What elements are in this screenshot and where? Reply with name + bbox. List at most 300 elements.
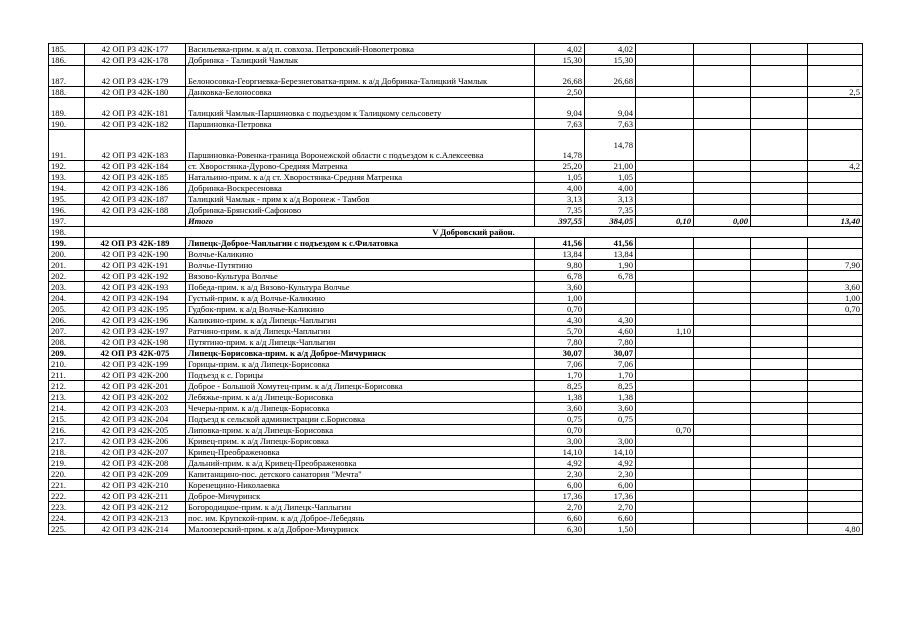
length-col4-cell	[694, 194, 751, 205]
total-length-cell: 8,25	[535, 381, 585, 392]
length-col2-cell: 1,70	[585, 370, 636, 381]
total-length-cell: 4,30	[535, 315, 585, 326]
row-number-cell: 201.	[49, 260, 85, 271]
row-number-cell: 208.	[49, 337, 85, 348]
road-name-cell: Белоносовка-Георгиевка-Березнеговатка-прим. к а/д Добринка-Талицкий Чамлык	[186, 66, 535, 87]
length-col2-cell: 2,70	[585, 502, 636, 513]
length-col4-cell	[694, 282, 751, 293]
row-number-cell: 190.	[49, 119, 85, 130]
table-row	[49, 98, 863, 119]
length-col3-cell	[636, 392, 694, 403]
road-name-cell: Ратчино-прим. к а/д Липецк-Чаплыгин	[186, 326, 535, 337]
length-col4-cell	[694, 436, 751, 447]
road-name-cell: Кривец-Преображеновка	[186, 447, 535, 458]
length-col5-cell	[808, 513, 863, 524]
road-code-cell: 42 ОП РЗ 42К-201	[85, 381, 186, 392]
length-col2-cell: 14,78	[585, 130, 636, 161]
length-col3-cell	[636, 282, 694, 293]
total-length-cell: 4,00	[535, 183, 585, 194]
total-length-cell: 0,70	[535, 425, 585, 436]
road-name-cell: Путятино-прим. к а/д Липецк-Чаплыгин	[186, 337, 535, 348]
road-code-cell: 42 ОП РЗ 42К-204	[85, 414, 186, 425]
table-row	[49, 491, 863, 502]
road-name-cell: Волчье-Путятино	[186, 260, 535, 271]
length-col4-cell	[694, 502, 751, 513]
length-col3-cell	[636, 381, 694, 392]
road-name-cell: пос. им. Крупской-прим. к а/д Доброе-Лебедянь	[186, 513, 535, 524]
length-col5-cell	[808, 271, 863, 282]
row-number-cell: 185.	[49, 44, 85, 55]
table-row	[49, 44, 863, 55]
table-row	[49, 282, 863, 293]
blank-cell	[751, 469, 808, 480]
length-col5-cell: 1,00	[808, 293, 863, 304]
length-col5-cell	[808, 238, 863, 249]
blank-cell	[751, 425, 808, 436]
road-name-cell: Талицкий Чамлык-Паршиновка с подъездом к Талицкому сельсовету	[186, 98, 535, 119]
total-length-cell: 0,70	[535, 304, 585, 315]
road-code-cell: 42 ОП РЗ 42К-181	[85, 98, 186, 119]
total-length-cell: 6,00	[535, 480, 585, 491]
road-code-cell: 42 ОП РЗ 42К-178	[85, 55, 186, 66]
length-col2-cell: 30,07	[585, 348, 636, 359]
total-length-cell: 3,60	[535, 403, 585, 414]
blank-cell	[751, 183, 808, 194]
row-number-cell: 221.	[49, 480, 85, 491]
length-col4-cell	[694, 271, 751, 282]
blank-cell	[751, 370, 808, 381]
total-length-cell: 4,02	[535, 44, 585, 55]
road-code-cell: 42 ОП РЗ 42К-195	[85, 304, 186, 315]
table-row	[49, 370, 863, 381]
road-code-cell: 42 ОП РЗ 42К-187	[85, 194, 186, 205]
road-code-cell: 42 ОП РЗ 42К-199	[85, 359, 186, 370]
blank-cell	[751, 161, 808, 172]
row-number-cell: 200.	[49, 249, 85, 260]
length-col5-cell: 2,5	[808, 87, 863, 98]
table-row	[49, 392, 863, 403]
table-row	[49, 425, 863, 436]
length-col2-cell: 41,56	[585, 238, 636, 249]
length-col5-cell	[808, 502, 863, 513]
row-number-cell: 205.	[49, 304, 85, 315]
length-col5-cell	[808, 249, 863, 260]
table-row	[49, 524, 863, 535]
blank-cell	[751, 381, 808, 392]
total-length-cell: 6,30	[535, 524, 585, 535]
length-col3-cell	[636, 403, 694, 414]
length-col2-cell: 4,60	[585, 326, 636, 337]
blank-cell	[751, 44, 808, 55]
road-name-cell: Капитанщино-пос. детского санатория "Мечта"	[186, 469, 535, 480]
row-number-cell: 203.	[49, 282, 85, 293]
road-name-cell: Густый-прим. к а/д Волчье-Каликино	[186, 293, 535, 304]
road-code-cell: 42 ОП РЗ 42К-203	[85, 403, 186, 414]
length-col5-cell	[808, 392, 863, 403]
road-name-cell: Липецк-Доброе-Чаплыгин с подъездом к с.Филатовка	[186, 238, 535, 249]
road-name-cell: Липовка-прим. к а/д Липецк-Борисовка	[186, 425, 535, 436]
table-row	[49, 304, 863, 315]
length-col4-cell	[694, 98, 751, 119]
length-col3-cell	[636, 66, 694, 87]
table-row	[49, 326, 863, 337]
row-number-cell: 214.	[49, 403, 85, 414]
table-row	[49, 480, 863, 491]
total-length-cell: 7,35	[535, 205, 585, 216]
length-col5-cell	[808, 348, 863, 359]
total-length-cell: 7,80	[535, 337, 585, 348]
blank-cell	[751, 436, 808, 447]
table-body	[49, 44, 863, 535]
length-col5-cell: 4,2	[808, 161, 863, 172]
length-col4-cell	[694, 238, 751, 249]
road-code-cell: 42 ОП РЗ 42К-188	[85, 205, 186, 216]
road-name-cell: Лебяжье-прим. к а/д Липецк-Борисовка	[186, 392, 535, 403]
row-number-cell: 206.	[49, 315, 85, 326]
length-col5-cell	[808, 480, 863, 491]
blank-cell	[751, 55, 808, 66]
row-number-cell: 195.	[49, 194, 85, 205]
road-code-cell: 42 ОП РЗ 42К-206	[85, 436, 186, 447]
road-code-cell: 42 ОП РЗ 42К-196	[85, 315, 186, 326]
total-length-cell: 15,30	[535, 55, 585, 66]
blank-cell	[751, 458, 808, 469]
length-col5-cell	[808, 458, 863, 469]
road-code-cell: 42 ОП РЗ 42К-183	[85, 130, 186, 161]
length-col5-cell	[808, 381, 863, 392]
length-col2-cell: 1,50	[585, 524, 636, 535]
length-col3-cell	[636, 249, 694, 260]
road-code-cell: 42 ОП РЗ 42К-212	[85, 502, 186, 513]
road-name-cell: Добринка-Воскресеновка	[186, 183, 535, 194]
length-col5-cell	[808, 194, 863, 205]
length-col4-cell	[694, 447, 751, 458]
total-length-cell: 2,70	[535, 502, 585, 513]
length-col4-cell	[694, 524, 751, 535]
total-length-cell: 7,06	[535, 359, 585, 370]
road-name-cell: Волчье-Каликино	[186, 249, 535, 260]
row-number-cell: 189.	[49, 98, 85, 119]
blank-cell	[751, 502, 808, 513]
row-number-cell: 213.	[49, 392, 85, 403]
row-number-cell: 188.	[49, 87, 85, 98]
table-row	[49, 381, 863, 392]
length-col2-cell	[585, 425, 636, 436]
length-col3-cell	[636, 119, 694, 130]
length-col5-cell: 0,70	[808, 304, 863, 315]
length-col2-cell: 0,75	[585, 414, 636, 425]
length-col4-cell	[694, 491, 751, 502]
blank-cell	[751, 130, 808, 161]
blank-cell	[751, 348, 808, 359]
length-col4-cell	[694, 119, 751, 130]
table-row	[49, 359, 863, 370]
length-col5-cell: 3,60	[808, 282, 863, 293]
length-col2-cell: 384,05	[585, 216, 636, 227]
road-code-cell: 42 ОП РЗ 42К-209	[85, 469, 186, 480]
length-col5-cell	[808, 403, 863, 414]
total-length-cell: 397,55	[535, 216, 585, 227]
length-col2-cell: 7,80	[585, 337, 636, 348]
length-col3-cell	[636, 458, 694, 469]
road-name-cell: Каликино-прим. к а/д Липецк-Чаплыгин	[186, 315, 535, 326]
length-col2-cell: 4,00	[585, 183, 636, 194]
total-length-cell: 25,20	[535, 161, 585, 172]
road-code-cell: 42 ОП РЗ 42К-208	[85, 458, 186, 469]
length-col2-cell: 1,38	[585, 392, 636, 403]
road-name-cell: Гудбок-прим. к а/д Волчье-Каликино	[186, 304, 535, 315]
road-code-cell	[85, 216, 186, 227]
road-name-cell: ст. Хворостянка-Дурово-Средняя Матренка	[186, 161, 535, 172]
length-col4-cell	[694, 304, 751, 315]
table-row	[49, 458, 863, 469]
length-col4-cell	[694, 205, 751, 216]
length-col5-cell	[808, 205, 863, 216]
length-col2-cell: 7,63	[585, 119, 636, 130]
road-name-cell: Победа-прим. к а/д Вязово-Культура Волчье	[186, 282, 535, 293]
roads-table	[48, 43, 863, 535]
length-col2-cell: 1,05	[585, 172, 636, 183]
total-length-cell: 4,92	[535, 458, 585, 469]
total-length-cell: 9,80	[535, 260, 585, 271]
length-col3-cell	[636, 205, 694, 216]
total-length-cell: 6,78	[535, 271, 585, 282]
length-col4-cell	[694, 293, 751, 304]
total-length-cell: 1,00	[535, 293, 585, 304]
length-col2-cell: 1,90	[585, 260, 636, 271]
length-col5-cell	[808, 447, 863, 458]
length-col4-cell	[694, 66, 751, 87]
blank-cell	[751, 271, 808, 282]
row-number-cell: 193.	[49, 172, 85, 183]
table-row	[49, 260, 863, 271]
road-code-cell: 42 ОП РЗ 42К-186	[85, 183, 186, 194]
length-col3-cell	[636, 414, 694, 425]
road-code-cell: 42 ОП РЗ 42К-197	[85, 326, 186, 337]
length-col5-cell	[808, 491, 863, 502]
row-number-cell: 223.	[49, 502, 85, 513]
length-col5-cell	[808, 414, 863, 425]
length-col4-cell	[694, 392, 751, 403]
length-col2-cell: 26,68	[585, 66, 636, 87]
length-col3-cell	[636, 304, 694, 315]
total-length-cell: 3,60	[535, 282, 585, 293]
blank-cell	[751, 249, 808, 260]
length-col4-cell	[694, 359, 751, 370]
blank-cell	[751, 513, 808, 524]
table-row	[49, 469, 863, 480]
row-number-cell: 222.	[49, 491, 85, 502]
length-col3-cell	[636, 315, 694, 326]
blank-cell	[751, 491, 808, 502]
road-name-cell: Талицкий Чамлык - прим к а/д Воронеж - Тамбов	[186, 194, 535, 205]
blank-cell	[751, 304, 808, 315]
row-number-cell: 212.	[49, 381, 85, 392]
row-number-cell: 199.	[49, 238, 85, 249]
length-col3-cell: 0,10	[636, 216, 694, 227]
total-length-cell: 3,00	[535, 436, 585, 447]
road-code-cell: 42 ОП РЗ 42К-179	[85, 66, 186, 87]
road-name-cell: Чечеры-прим. к а/д Липецк-Борисовка	[186, 403, 535, 414]
length-col2-cell: 7,35	[585, 205, 636, 216]
length-col2-cell	[585, 293, 636, 304]
row-number-cell: 204.	[49, 293, 85, 304]
length-col2-cell: 21,00	[585, 161, 636, 172]
row-number-cell: 216.	[49, 425, 85, 436]
length-col4-cell	[694, 161, 751, 172]
total-length-cell: 6,60	[535, 513, 585, 524]
length-col4-cell	[694, 370, 751, 381]
total-length-cell: 3,13	[535, 194, 585, 205]
length-col5-cell	[808, 315, 863, 326]
length-col5-cell	[808, 130, 863, 161]
blank-cell	[751, 337, 808, 348]
table-row	[49, 315, 863, 326]
table-row	[49, 130, 863, 161]
length-col3-cell	[636, 194, 694, 205]
table-row	[49, 293, 863, 304]
road-code-cell: 42 ОП РЗ 42К-210	[85, 480, 186, 491]
road-code-cell: 42 ОП РЗ 42К-075	[85, 348, 186, 359]
length-col4-cell	[694, 260, 751, 271]
length-col5-cell	[808, 469, 863, 480]
length-col3-cell	[636, 502, 694, 513]
length-col3-cell	[636, 271, 694, 282]
length-col3-cell	[636, 172, 694, 183]
length-col3-cell	[636, 238, 694, 249]
blank-cell	[751, 447, 808, 458]
table-row	[49, 502, 863, 513]
length-col3-cell	[636, 87, 694, 98]
length-col3-cell	[636, 447, 694, 458]
table-row	[49, 447, 863, 458]
length-col4-cell	[694, 172, 751, 183]
length-col2-cell	[585, 304, 636, 315]
length-col4-cell: 0,00	[694, 216, 751, 227]
road-code-cell: 42 ОП РЗ 42К-191	[85, 260, 186, 271]
length-col3-cell	[636, 161, 694, 172]
length-col5-cell	[808, 183, 863, 194]
length-col2-cell: 4,30	[585, 315, 636, 326]
row-number-cell: 197.	[49, 216, 85, 227]
road-code-cell: 42 ОП РЗ 42К-190	[85, 249, 186, 260]
blank-cell	[751, 414, 808, 425]
road-code-cell: 42 ОП РЗ 42К-184	[85, 161, 186, 172]
total-length-cell: 9,04	[535, 98, 585, 119]
length-col3-cell	[636, 469, 694, 480]
length-col3-cell	[636, 348, 694, 359]
road-name-cell: Богородицкое-прим. к а/д Липецк-Чаплыгин	[186, 502, 535, 513]
blank-cell	[751, 216, 808, 227]
row-number-cell: 191.	[49, 130, 85, 161]
length-col2-cell: 8,25	[585, 381, 636, 392]
length-col5-cell	[808, 98, 863, 119]
road-code-cell: 42 ОП РЗ 42К-198	[85, 337, 186, 348]
row-number-cell: 218.	[49, 447, 85, 458]
length-col2-cell: 3,60	[585, 403, 636, 414]
blank-cell	[751, 260, 808, 271]
road-name-cell: Натальино-прим. к а/д ст. Хворостянка-Средняя Матренка	[186, 172, 535, 183]
length-col4-cell	[694, 44, 751, 55]
row-number-cell: 202.	[49, 271, 85, 282]
road-code-cell: 42 ОП РЗ 42К-200	[85, 370, 186, 381]
table-row	[49, 205, 863, 216]
total-length-cell: 7,63	[535, 119, 585, 130]
road-name-cell: Коренещино-Николаевка	[186, 480, 535, 491]
length-col4-cell	[694, 458, 751, 469]
length-col4-cell	[694, 348, 751, 359]
table-row	[49, 513, 863, 524]
row-number-cell: 186.	[49, 55, 85, 66]
road-name-cell: Доброе - Большой Хомутец-прим. к а/д Липецк-Борисовка	[186, 381, 535, 392]
row-number-cell: 187.	[49, 66, 85, 87]
table-row	[49, 194, 863, 205]
table-row	[49, 119, 863, 130]
road-name-cell: Васильевка-прим. к а/д п. совхоза. Петровский-Новопетровка	[186, 44, 535, 55]
table-row	[49, 87, 863, 98]
length-col2-cell: 17,36	[585, 491, 636, 502]
length-col3-cell	[636, 183, 694, 194]
length-col3-cell	[636, 44, 694, 55]
row-number-cell: 215.	[49, 414, 85, 425]
length-col2-cell: 13,84	[585, 249, 636, 260]
blank-cell	[751, 119, 808, 130]
road-name-cell: Подъезд к с. Горицы	[186, 370, 535, 381]
length-col4-cell	[694, 337, 751, 348]
blank-cell	[751, 403, 808, 414]
length-col4-cell	[694, 87, 751, 98]
row-number-cell: 220.	[49, 469, 85, 480]
road-code-cell: 42 ОП РЗ 42К-202	[85, 392, 186, 403]
road-code-cell: 42 ОП РЗ 42К-185	[85, 172, 186, 183]
blank-cell	[751, 66, 808, 87]
table-row	[49, 348, 863, 359]
length-col5-cell: 7,90	[808, 260, 863, 271]
length-col5-cell	[808, 370, 863, 381]
total-length-cell: 2,50	[535, 87, 585, 98]
road-code-cell: 42 ОП РЗ 42К-180	[85, 87, 186, 98]
length-col3-cell	[636, 293, 694, 304]
length-col5-cell	[808, 436, 863, 447]
blank-cell	[751, 282, 808, 293]
length-col4-cell	[694, 183, 751, 194]
length-col2-cell: 9,04	[585, 98, 636, 119]
total-length-cell: 14,78	[535, 130, 585, 161]
table-row	[49, 436, 863, 447]
length-col2-cell: 2,30	[585, 469, 636, 480]
blank-cell	[751, 359, 808, 370]
length-col4-cell	[694, 249, 751, 260]
total-length-cell: 13,84	[535, 249, 585, 260]
length-col5-cell	[808, 359, 863, 370]
length-col3-cell	[636, 337, 694, 348]
total-length-cell: 1,70	[535, 370, 585, 381]
blank-cell	[751, 205, 808, 216]
length-col3-cell	[636, 260, 694, 271]
length-col3-cell	[636, 513, 694, 524]
total-length-cell: 26,68	[535, 66, 585, 87]
length-col2-cell: 4,92	[585, 458, 636, 469]
row-number-cell: 196.	[49, 205, 85, 216]
row-number-cell: 224.	[49, 513, 85, 524]
row-number-cell: 207.	[49, 326, 85, 337]
total-length-cell: 30,07	[535, 348, 585, 359]
length-col4-cell	[694, 130, 751, 161]
road-code-cell: 42 ОП РЗ 42К-213	[85, 513, 186, 524]
length-col5-cell	[808, 55, 863, 66]
blank-cell	[751, 480, 808, 491]
blank-cell	[751, 392, 808, 403]
